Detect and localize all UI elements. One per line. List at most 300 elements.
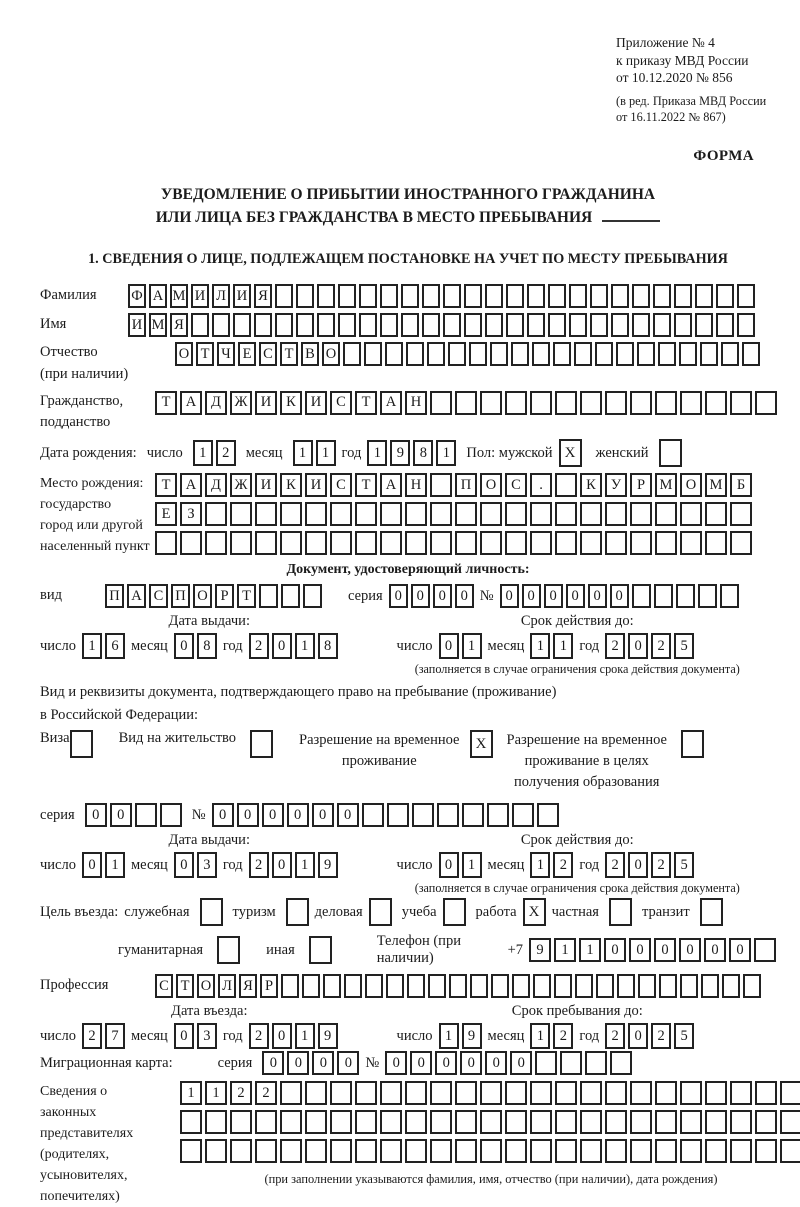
char-box: 2 <box>605 633 625 659</box>
representatives-label <box>40 1081 180 1207</box>
char-box: О <box>480 473 502 497</box>
char-box: Е <box>238 342 256 366</box>
char-box <box>530 391 552 415</box>
char-box: 1 <box>462 633 482 659</box>
char-box <box>730 1081 752 1105</box>
char-box <box>755 1139 777 1163</box>
identity-doc-row <box>40 584 776 608</box>
char-box <box>355 1081 377 1105</box>
char-box: С <box>155 974 173 998</box>
char-box: 0 <box>460 1051 482 1075</box>
char-box <box>637 342 655 366</box>
char-box <box>527 284 545 308</box>
char-box <box>611 284 629 308</box>
entry-year-boxes <box>249 1023 338 1049</box>
char-box: Я <box>254 284 272 308</box>
char-box: 1 <box>530 1023 550 1049</box>
char-box: 0 <box>174 633 194 659</box>
birthplace-label-line: населенный пункт <box>40 539 150 555</box>
char-box <box>455 1139 477 1163</box>
birthplace-row <box>40 473 776 557</box>
char-box: Т <box>280 342 298 366</box>
char-box <box>380 531 402 555</box>
char-box <box>590 313 608 337</box>
char-box <box>780 1081 800 1105</box>
permit-valid-note: (заполняется в случае ограничения срока действия документа) <box>414 881 740 896</box>
char-box: С <box>259 342 277 366</box>
char-box <box>160 803 182 827</box>
checkbox-cell <box>369 898 392 926</box>
char-box: П <box>455 473 477 497</box>
char-box <box>737 313 755 337</box>
char-box: 9 <box>318 1023 338 1049</box>
permit-valid-year-boxes <box>605 852 694 878</box>
birth-day-boxes <box>193 440 236 466</box>
sex-male-checkbox <box>559 439 582 467</box>
char-box: 0 <box>212 803 234 827</box>
entry-date-label: Дата въезда: <box>171 1003 248 1020</box>
char-box <box>575 974 593 998</box>
title-underline <box>602 207 660 222</box>
char-box <box>722 974 740 998</box>
char-box <box>580 1110 602 1134</box>
char-box: 0 <box>435 1051 457 1075</box>
purpose-option-tourism: туризм <box>232 903 276 920</box>
doc-number-label: № <box>479 587 494 604</box>
char-box <box>730 502 752 526</box>
patronymic-row <box>40 342 776 386</box>
char-box <box>280 502 302 526</box>
phone-label: Телефон (при наличии) <box>376 933 461 967</box>
char-box: 0 <box>262 1051 284 1075</box>
char-box <box>585 1051 607 1075</box>
char-box <box>485 313 503 337</box>
char-box: 0 <box>628 633 648 659</box>
char-box <box>230 531 252 555</box>
char-box: 1 <box>316 440 336 466</box>
char-box <box>462 803 484 827</box>
char-box <box>680 502 702 526</box>
birthplace-label <box>40 473 155 557</box>
char-box: Т <box>176 974 194 998</box>
permit-series-label: серия <box>40 806 75 823</box>
char-box <box>611 313 629 337</box>
char-box <box>512 974 530 998</box>
birthplace-boxes-line1 <box>155 473 752 497</box>
doc-valid-note: (заполняется в случае ограничения срока действия документа) <box>414 662 740 677</box>
surname-label: Фамилия <box>40 287 97 304</box>
char-box <box>569 284 587 308</box>
char-box: 2 <box>249 852 269 878</box>
char-box <box>505 531 527 555</box>
char-box: О <box>197 974 215 998</box>
char-box: 1 <box>367 440 387 466</box>
char-box: 0 <box>312 1051 334 1075</box>
char-box <box>680 531 702 555</box>
char-box: 1 <box>579 938 601 962</box>
char-box <box>532 342 550 366</box>
birthdate-label: Дата рождения: <box>40 444 137 461</box>
profession-label: Профессия <box>40 977 109 994</box>
checkbox-cell <box>250 730 273 758</box>
char-box: М <box>170 284 188 308</box>
char-box <box>380 1139 402 1163</box>
char-box <box>638 974 656 998</box>
char-box <box>616 342 634 366</box>
char-box: 1 <box>553 633 573 659</box>
char-box: 0 <box>174 1023 194 1049</box>
checkbox-cell <box>200 898 223 926</box>
char-box <box>212 313 230 337</box>
char-box: П <box>105 584 124 608</box>
char-box: 2 <box>651 852 671 878</box>
char-box <box>205 502 227 526</box>
char-box <box>485 284 503 308</box>
permit-valid-label: Срок действия до: <box>520 832 634 849</box>
permit-type-row <box>40 730 776 793</box>
checkbox-cell: X <box>470 730 493 758</box>
surname-row <box>40 284 776 308</box>
char-box: 1 <box>295 633 315 659</box>
patronymic-label-note: (при наличии) <box>40 365 129 382</box>
char-box: 1 <box>293 440 313 466</box>
char-box: 2 <box>249 1023 269 1049</box>
char-box <box>480 502 502 526</box>
char-box <box>755 1081 777 1105</box>
permit-issue-year-boxes <box>249 852 338 878</box>
permit-issue-month-label: месяц <box>130 856 168 873</box>
char-box: 0 <box>729 938 751 962</box>
residence-checkbox <box>250 730 273 758</box>
citizenship-label <box>40 391 155 435</box>
char-box <box>259 584 278 608</box>
char-box <box>605 391 627 415</box>
permit-dates-block <box>40 832 776 896</box>
char-box: 0 <box>654 938 676 962</box>
char-box <box>205 531 227 555</box>
visa-checkbox <box>70 730 93 758</box>
char-box <box>343 342 361 366</box>
sex-male-label: Пол: мужской <box>466 444 553 461</box>
char-box <box>505 391 527 415</box>
char-box: К <box>280 391 302 415</box>
checkbox-cell <box>700 898 723 926</box>
char-box <box>380 502 402 526</box>
char-box: И <box>128 313 146 337</box>
char-box <box>505 1081 527 1105</box>
char-box: 1 <box>180 1081 202 1105</box>
char-box <box>679 342 697 366</box>
valid-year-label: год <box>579 637 600 654</box>
char-box: 2 <box>249 633 269 659</box>
purpose-option-transit: транзит <box>641 903 690 920</box>
char-box <box>422 284 440 308</box>
valid-day-boxes <box>439 633 482 659</box>
char-box <box>560 1051 582 1075</box>
char-box <box>655 1081 677 1105</box>
char-box <box>555 391 577 415</box>
char-box: Я <box>239 974 257 998</box>
char-box: 0 <box>272 633 292 659</box>
profession-boxes <box>155 974 761 998</box>
char-box <box>305 1139 327 1163</box>
char-box <box>362 803 384 827</box>
char-box: 0 <box>337 1051 359 1075</box>
edu-permit-line: проживание в целях <box>524 753 649 770</box>
char-box <box>365 974 383 998</box>
char-box <box>555 1110 577 1134</box>
char-box <box>590 284 608 308</box>
char-box <box>527 313 545 337</box>
char-box <box>230 1110 252 1134</box>
temp-permit-label <box>299 730 459 772</box>
char-box <box>632 284 650 308</box>
char-box <box>305 1110 327 1134</box>
valid-year-boxes <box>605 633 694 659</box>
representatives-label-line: Сведения о <box>40 1084 108 1100</box>
char-box: К <box>580 473 602 497</box>
section-1-heading: 1. СВЕДЕНИЯ О ЛИЦЕ, ПОДЛЕЖАЩЕМ ПОСТАНОВКЕ НА УЧЕТ ПО МЕСТУ ПРЕБЫВАНИЯ <box>88 251 728 268</box>
char-box: 0 <box>485 1051 507 1075</box>
char-box <box>605 1139 627 1163</box>
entry-day-boxes <box>82 1023 125 1049</box>
doc-series-label: серия <box>348 587 383 604</box>
char-box: 1 <box>82 633 102 659</box>
char-box <box>730 531 752 555</box>
char-box <box>737 284 755 308</box>
char-box <box>323 974 341 998</box>
citizenship-boxes <box>155 391 777 415</box>
char-box <box>180 1110 202 1134</box>
char-box: 1 <box>205 1081 227 1105</box>
char-box <box>469 342 487 366</box>
char-box <box>530 531 552 555</box>
char-box: 0 <box>500 584 519 608</box>
char-box: 0 <box>410 1051 432 1075</box>
birthplace-boxes-line2 <box>155 502 752 526</box>
stay-until-label: Срок пребывания до: <box>511 1003 643 1020</box>
char-box <box>430 502 452 526</box>
purpose-option-humanitarian: гуманитарная <box>118 941 204 958</box>
char-box: Я <box>170 313 188 337</box>
char-box: Т <box>237 584 256 608</box>
entry-day-label: число <box>40 1027 76 1044</box>
stay-day-label: число <box>396 1027 433 1044</box>
char-box: А <box>380 473 402 497</box>
char-box <box>448 342 466 366</box>
stay-month-label: месяц <box>487 1027 525 1044</box>
char-box <box>380 1110 402 1134</box>
char-box: 0 <box>433 584 452 608</box>
char-box <box>135 803 157 827</box>
char-box: 0 <box>566 584 585 608</box>
char-box <box>605 531 627 555</box>
char-box: 1 <box>530 633 550 659</box>
char-box: Л <box>218 974 236 998</box>
char-box <box>155 531 177 555</box>
char-box <box>330 1110 352 1134</box>
edu-permit-checkbox <box>681 730 704 758</box>
char-box: 9 <box>529 938 551 962</box>
char-box <box>317 313 335 337</box>
char-box <box>443 284 461 308</box>
char-box: 2 <box>255 1081 277 1105</box>
char-box: С <box>149 584 168 608</box>
temp-permit-checkbox <box>470 730 493 758</box>
char-box <box>412 803 434 827</box>
char-box: К <box>280 473 302 497</box>
char-box: 3 <box>197 852 217 878</box>
char-box: Р <box>260 974 278 998</box>
char-box: О <box>322 342 340 366</box>
char-box <box>755 391 777 415</box>
purpose-option-commercial: деловая <box>314 903 363 920</box>
char-box: А <box>380 391 402 415</box>
char-box <box>430 1139 452 1163</box>
char-box: Ж <box>230 473 252 497</box>
char-box: Ж <box>230 391 252 415</box>
char-box <box>630 391 652 415</box>
char-box <box>511 342 529 366</box>
char-box <box>480 1081 502 1105</box>
char-box: 0 <box>455 584 474 608</box>
temp-permit-line: Разрешение на временное <box>299 732 460 749</box>
char-box <box>401 284 419 308</box>
form-label: ФОРМА <box>693 147 754 164</box>
checkbox-cell: X <box>523 898 546 926</box>
char-box <box>330 1139 352 1163</box>
char-box: Т <box>155 391 177 415</box>
entry-month-label: месяц <box>130 1027 168 1044</box>
char-box <box>280 1139 302 1163</box>
surname-boxes <box>128 284 755 308</box>
char-box <box>405 1081 427 1105</box>
char-box <box>680 1110 702 1134</box>
char-box: 1 <box>105 852 125 878</box>
char-box <box>630 1081 652 1105</box>
char-box: Т <box>355 391 377 415</box>
char-box: 0 <box>704 938 726 962</box>
birth-month-label: месяц <box>245 444 283 461</box>
char-box: С <box>330 391 352 415</box>
char-box: Н <box>405 473 427 497</box>
char-box <box>548 284 566 308</box>
permit-number-boxes <box>212 803 559 827</box>
char-box <box>743 974 761 998</box>
char-box <box>180 1139 202 1163</box>
entry-month-boxes <box>174 1023 217 1049</box>
char-box <box>296 284 314 308</box>
char-box <box>721 342 739 366</box>
char-box <box>506 313 524 337</box>
char-box: А <box>180 391 202 415</box>
purpose-commercial-checkbox <box>369 898 392 926</box>
char-box <box>359 284 377 308</box>
checkbox-cell: X <box>559 439 582 467</box>
title-line-2: ИЛИ ЛИЦА БЕЗ ГРАЖДАНСТВА В МЕСТО ПРЕБЫВАНИЯ <box>40 206 776 229</box>
char-box <box>617 974 635 998</box>
char-box <box>695 313 713 337</box>
char-box <box>555 1081 577 1105</box>
char-box: Р <box>630 473 652 497</box>
char-box <box>386 974 404 998</box>
permit-number-label: № <box>191 806 206 823</box>
firstname-row <box>40 313 776 337</box>
char-box <box>401 313 419 337</box>
char-box <box>730 1110 752 1134</box>
char-box <box>191 313 209 337</box>
char-box: 0 <box>262 803 284 827</box>
char-box: Л <box>212 284 230 308</box>
birth-year-boxes <box>367 440 456 466</box>
char-box: О <box>193 584 212 608</box>
char-box <box>530 502 552 526</box>
char-box: 2 <box>82 1023 102 1049</box>
char-box <box>506 284 524 308</box>
doc-valid-label: Срок действия до: <box>520 613 634 630</box>
residence-label: Вид на жительство <box>118 730 237 747</box>
char-box <box>700 342 718 366</box>
char-box <box>330 531 352 555</box>
char-box: 1 <box>554 938 576 962</box>
permit-valid-month-label: месяц <box>487 856 525 873</box>
edu-permit-line: получения образования <box>514 774 660 791</box>
char-box: 0 <box>287 1051 309 1075</box>
char-box: 2 <box>553 852 573 878</box>
char-box <box>428 974 446 998</box>
char-box: 2 <box>605 1023 625 1049</box>
char-box: Ч <box>217 342 235 366</box>
valid-day-label: число <box>396 637 433 654</box>
birth-month-boxes <box>293 440 336 466</box>
checkbox-cell <box>659 439 682 467</box>
char-box: 0 <box>628 852 648 878</box>
char-box <box>742 342 760 366</box>
char-box: 3 <box>197 1023 217 1049</box>
char-box <box>470 974 488 998</box>
char-box: 1 <box>436 440 456 466</box>
char-box <box>554 974 572 998</box>
annex-line: от 10.12.2020 № 856 <box>616 70 733 86</box>
checkbox-cell <box>443 898 466 926</box>
annex-line: к приказу МВД России <box>616 52 749 68</box>
char-box: 8 <box>197 633 217 659</box>
doc-kind-label: вид <box>40 587 62 604</box>
char-box <box>405 531 427 555</box>
char-box <box>480 1139 502 1163</box>
char-box: 1 <box>462 852 482 878</box>
char-box: 0 <box>237 803 259 827</box>
birthplace-label-line: Место рождения: <box>40 476 144 492</box>
char-box <box>280 531 302 555</box>
valid-month-label: месяц <box>487 637 525 654</box>
char-box <box>537 803 559 827</box>
char-box: 9 <box>318 852 338 878</box>
char-box <box>680 1139 702 1163</box>
char-box <box>720 584 739 608</box>
char-box <box>355 531 377 555</box>
permit-series-boxes <box>85 803 182 827</box>
char-box <box>580 502 602 526</box>
char-box: 0 <box>588 584 607 608</box>
char-box: 0 <box>510 1051 532 1075</box>
char-box: 2 <box>553 1023 573 1049</box>
char-box <box>422 313 440 337</box>
char-box <box>405 1110 427 1134</box>
char-box <box>632 584 651 608</box>
permit-issue-label: Дата выдачи: <box>168 832 250 849</box>
char-box: 0 <box>85 803 107 827</box>
